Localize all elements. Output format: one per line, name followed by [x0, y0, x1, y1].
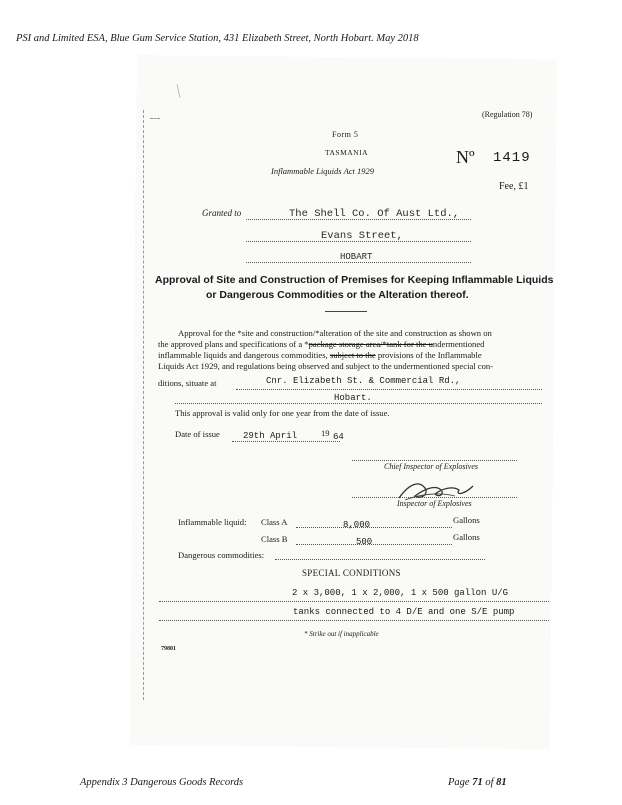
- granted-to-label: Granted to: [202, 208, 242, 218]
- body-line-3-a: inflammable liquids and dangerous commodities,: [158, 350, 328, 360]
- dangerous-commodities-label: Dangerous commodities:: [178, 550, 265, 560]
- special-conditions-heading: SPECIAL CONDITIONS: [302, 568, 401, 578]
- regulation-label: (Regulation 78): [482, 110, 533, 119]
- state-label: TASMANIA: [325, 148, 368, 157]
- page-total: 81: [496, 777, 507, 788]
- page-header: PSI and Limited ESA, Blue Gum Service Station, 431 Elizabeth Street, North Hobart. May 2018: [16, 33, 419, 44]
- body-line-2: [158, 339, 484, 349]
- page-of: of: [482, 777, 497, 788]
- body-line-1: Approval for the *site and construction/*alteration of the site and construction as shown on: [178, 328, 492, 338]
- form-number: Form 5: [332, 130, 359, 139]
- class-a-value: 8,000: [343, 520, 371, 530]
- special-condition-line1: 2 x 3,000, 1 x 2,000, 1 x 500 gallon U/G: [292, 588, 509, 598]
- permit-number-value: 1419: [493, 150, 531, 166]
- class-b-unit: Gallons: [453, 532, 480, 542]
- grantee-street: Evans Street,: [321, 230, 403, 242]
- page-current: 71: [472, 777, 483, 788]
- body-line-2-b: ndermentioned: [432, 339, 485, 349]
- dotted-line: [275, 559, 485, 560]
- struck-text: subject to the: [329, 350, 376, 360]
- dotted-line: [296, 527, 452, 528]
- special-condition-line2: tanks connected to 4 D/E and one S/E pump: [293, 607, 515, 617]
- inflammable-liquid-label: Inflammable liquid:: [178, 517, 247, 527]
- dotted-line: [159, 601, 549, 602]
- document-title-line2: or Dangerous Commodities or the Alteration thereof.: [206, 289, 469, 301]
- title-rule: [325, 311, 367, 312]
- dotted-line: [296, 544, 452, 545]
- footer-page-number: [448, 777, 507, 788]
- dotted-line: [159, 620, 549, 621]
- year-value: 64: [333, 432, 344, 442]
- class-b-label: Class B: [261, 534, 288, 544]
- chief-inspector-label: Chief Inspector of Explosives: [384, 462, 478, 471]
- strike-out-note: * Strike out if inapplicable: [304, 630, 379, 638]
- class-a-label: Class A: [261, 517, 288, 527]
- body-line-2-a: the approved plans and specifications of a *: [158, 339, 309, 349]
- body-line-3-b: provisions of the Inflammable: [377, 350, 482, 360]
- situate-label: ditions, situate at: [158, 378, 217, 388]
- body-line-3: [158, 350, 482, 360]
- document-title-line1: Approval of Site and Construction of Premises for Keeping Inflammable Liquids: [155, 274, 554, 286]
- body-line-4: Liquids Act 1929, and regulations being observed and subject to the undermentioned special con-: [158, 361, 494, 371]
- struck-text: package storage area/*tank for the u: [308, 339, 433, 349]
- dotted-line: [352, 460, 517, 461]
- inspector-label: Inspector of Explosives: [397, 499, 472, 508]
- validity-statement: This approval is valid only for one year from the date of issue.: [175, 408, 390, 418]
- year-prefix: 19: [321, 428, 330, 438]
- class-b-value: 500: [356, 537, 373, 547]
- dotted-line: [352, 497, 517, 498]
- dotted-line: [236, 389, 542, 390]
- grantee-name: The Shell Co. Of Aust Ltd.,: [289, 208, 460, 220]
- site-address-line2: Hobart.: [334, 393, 372, 403]
- permit-number-label: Nº: [456, 147, 475, 167]
- dotted-line: [232, 441, 340, 442]
- document-left-edge: [143, 110, 145, 700]
- print-code: 79801: [161, 646, 176, 652]
- dotted-line: [246, 262, 471, 263]
- date-of-issue-value: 29th April: [243, 431, 298, 441]
- date-of-issue-label: Date of issue: [175, 429, 220, 439]
- act-title: Inflammable Liquids Act 1929: [271, 166, 375, 176]
- grantee-city: HOBART: [340, 252, 373, 262]
- class-a-unit: Gallons: [453, 515, 480, 525]
- fee-label: Fee, £1: [499, 181, 529, 192]
- site-address-line1: Cnr. Elizabeth St. & Commercial Rd.,: [266, 376, 461, 386]
- scan-mark: [150, 118, 160, 120]
- dotted-line: [175, 403, 542, 404]
- footer-left: Appendix 3 Dangerous Goods Records: [80, 777, 244, 788]
- page-prefix: Page: [448, 777, 473, 788]
